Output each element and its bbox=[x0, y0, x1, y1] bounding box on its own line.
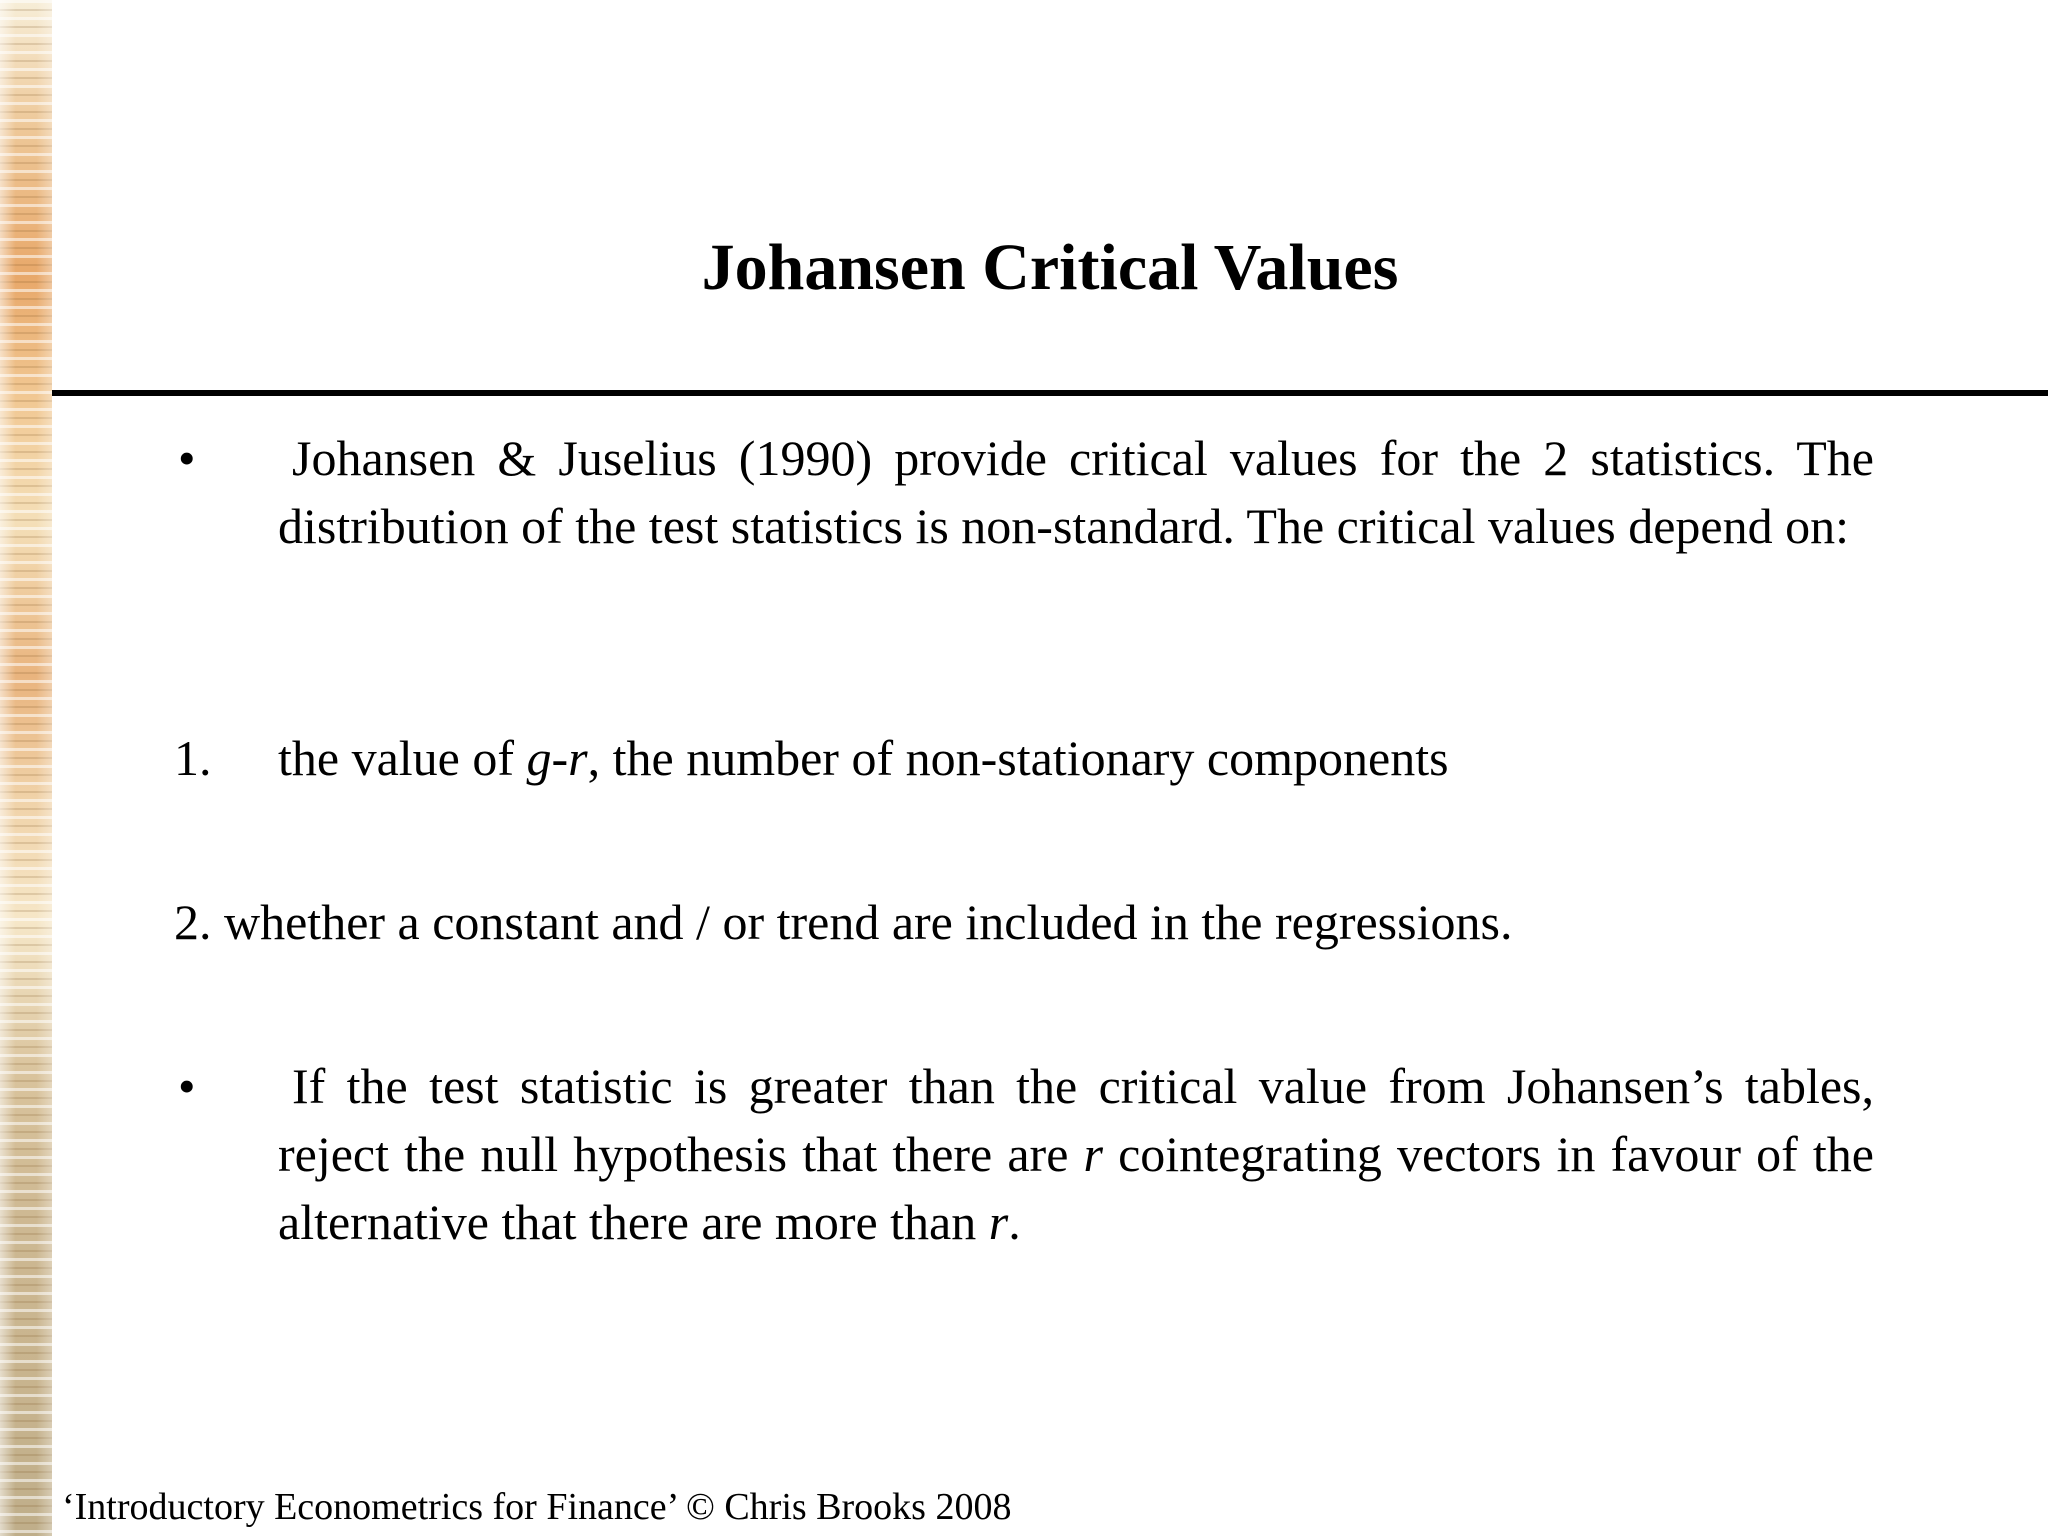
bullet-text-2-middle: cointegrating vectors in favour of the alternative that there are more than bbox=[278, 1126, 1874, 1250]
bullet-marker-2: • bbox=[178, 1058, 196, 1114]
bullet-text-2-before: If the test statistic is greater than the critical value from Johansen’s tables, reject the null hypothesis that there are bbox=[278, 1058, 1874, 1182]
variable-r-second: r bbox=[988, 1194, 1009, 1250]
numbered-marker-1: 1. bbox=[174, 730, 212, 786]
numbered-item-1-text-after: , the number of non-stationary components bbox=[587, 730, 1449, 786]
variable-r: r bbox=[568, 730, 588, 786]
bullet-text-2-end: . bbox=[1008, 1194, 1021, 1250]
slide-title: Johansen Critical Values bbox=[701, 231, 1399, 304]
bullet-marker-1: • bbox=[178, 430, 196, 486]
bullet-text-1: Johansen & Juselius (1990) provide critical values for the 2 statistics. The distribution of the test statistics is non-standard. The critical values depend on: bbox=[278, 430, 1874, 554]
footer-copyright: ‘Introductory Econometrics for Finance’ © Chris Brooks 2008 bbox=[62, 1486, 1012, 1528]
decorative-side-strip bbox=[0, 0, 52, 1536]
numbered-item-2: 2. whether a constant and / or trend are included in the regressions. bbox=[174, 894, 1513, 950]
numbered-item-1-text-before: the value of bbox=[278, 730, 527, 786]
numbered-item-1-dash: - bbox=[551, 730, 569, 786]
numbered-item-1 bbox=[278, 724, 1449, 792]
variable-g: g bbox=[526, 730, 552, 786]
title-divider bbox=[52, 390, 2048, 396]
variable-r-first: r bbox=[1083, 1126, 1103, 1182]
bullet-text-2 bbox=[278, 1052, 1874, 1256]
